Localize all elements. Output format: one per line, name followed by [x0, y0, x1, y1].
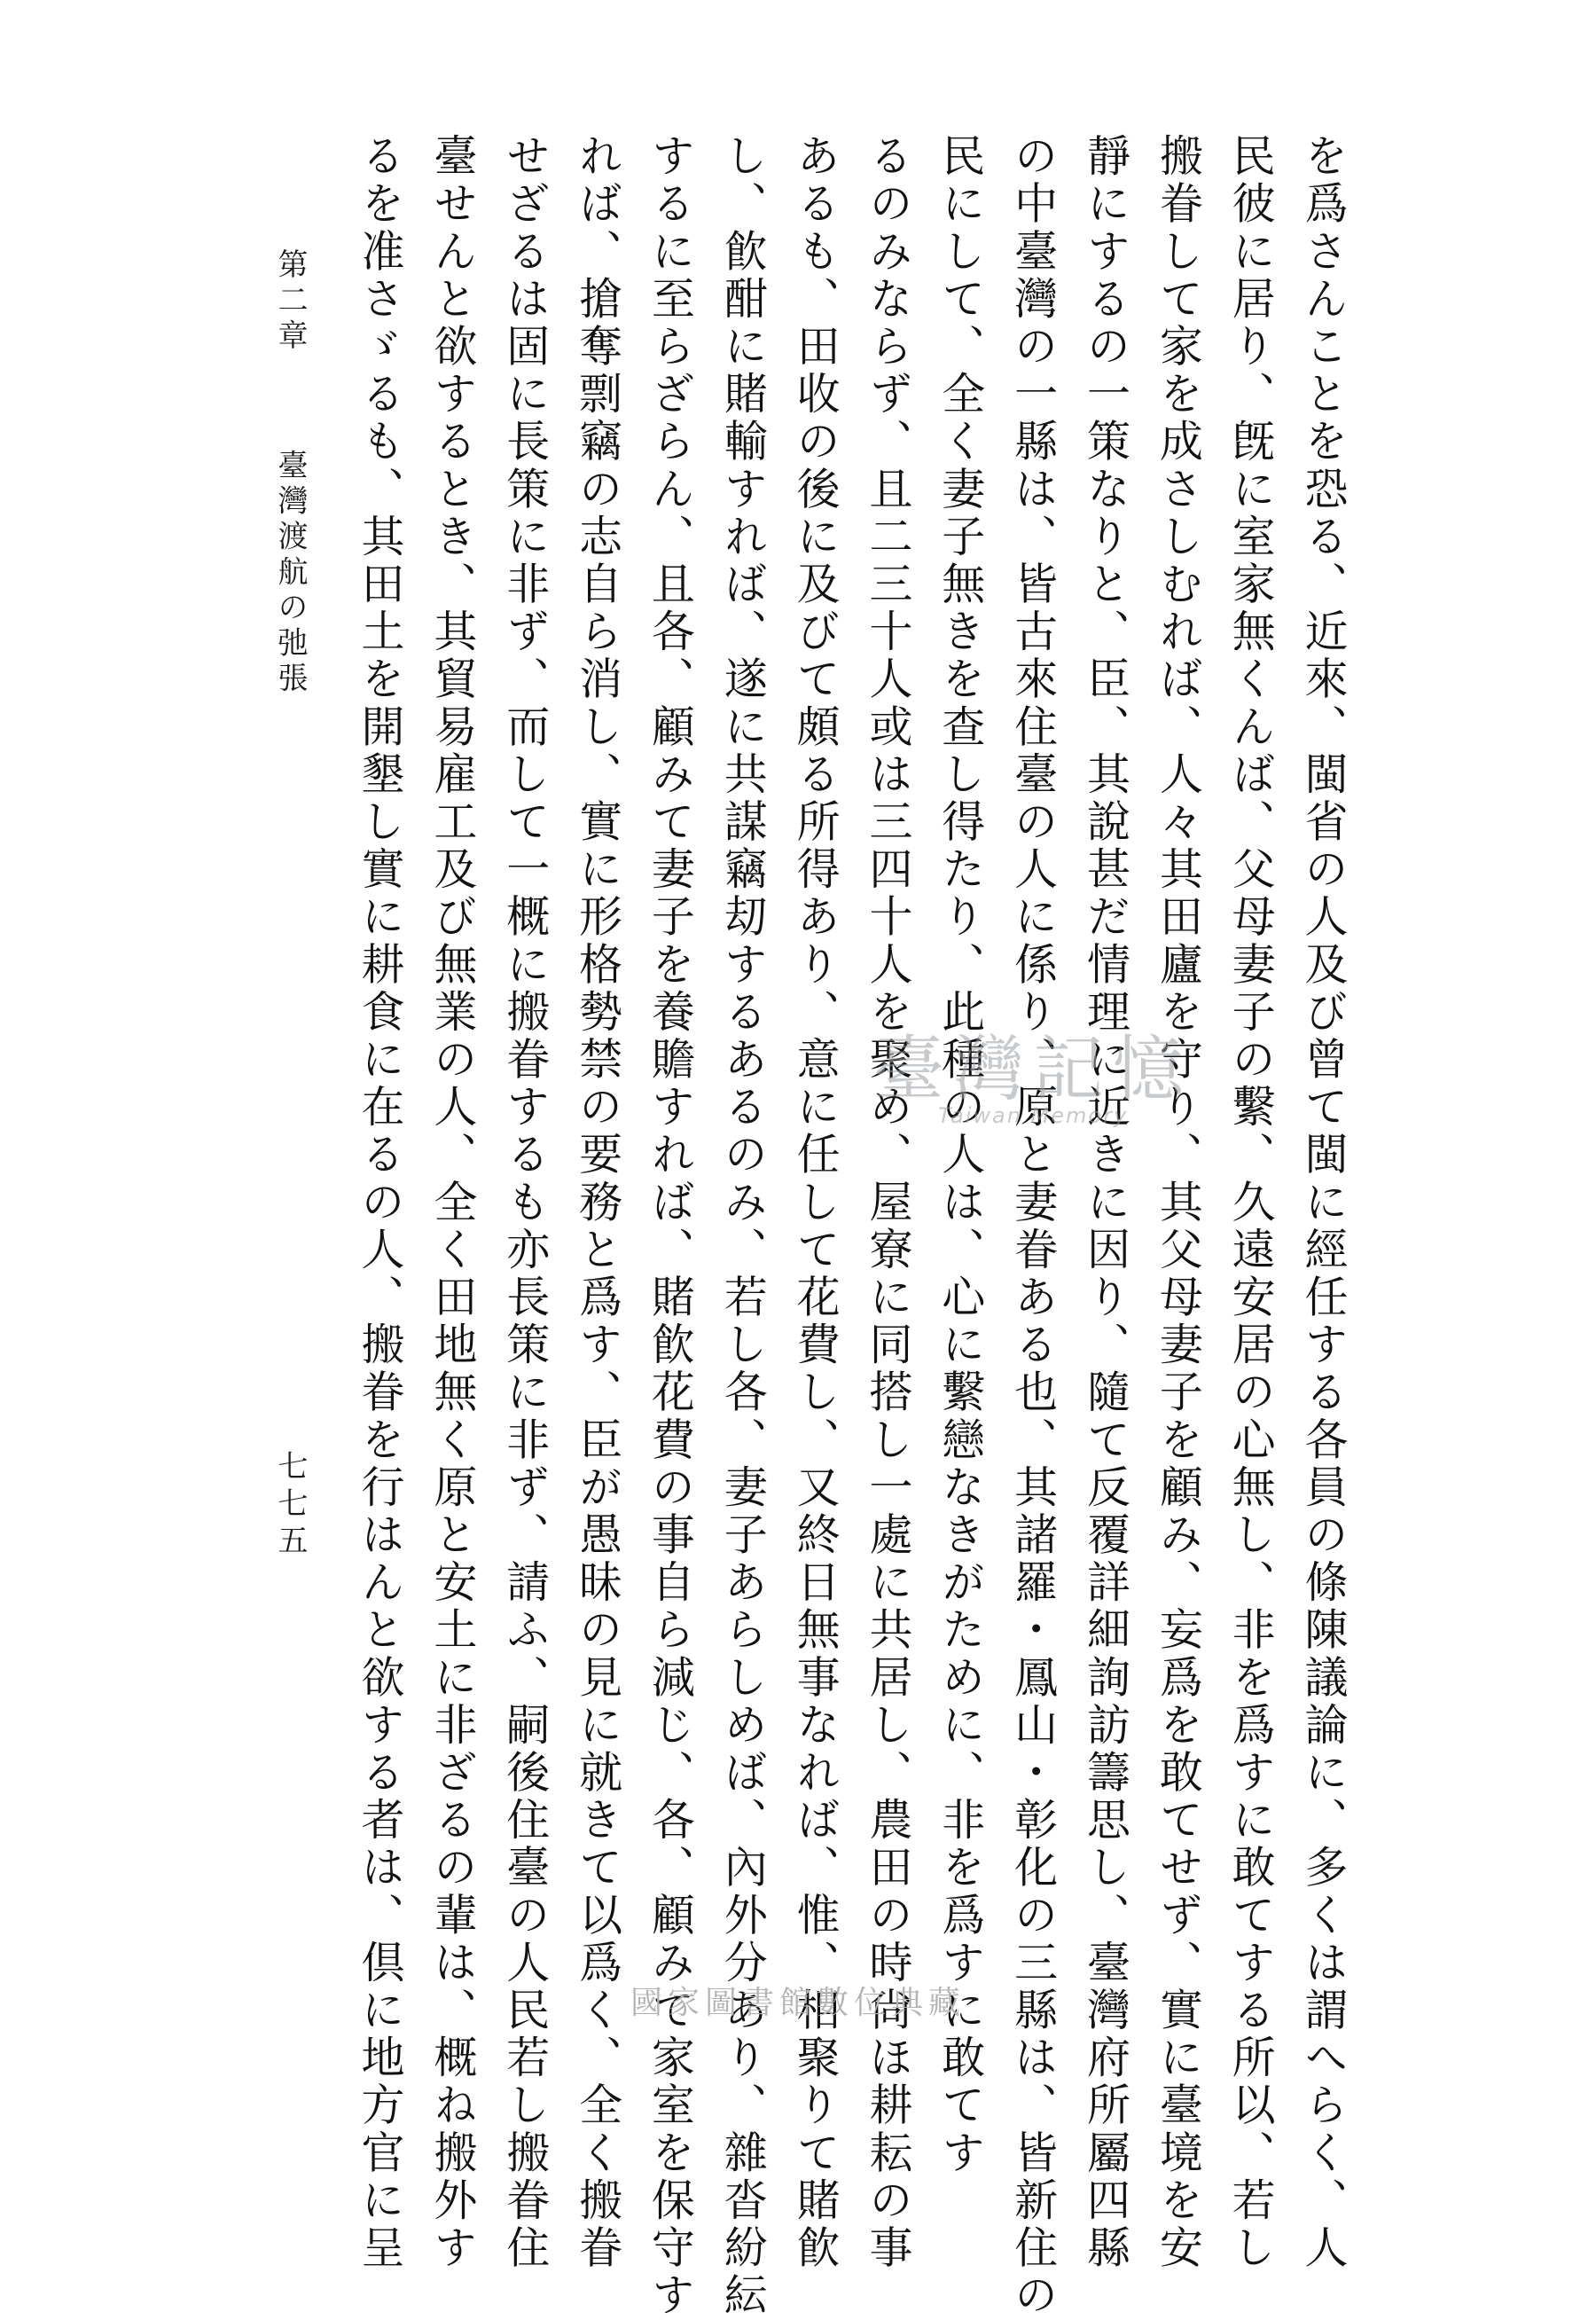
text-column: を爲さんことを恐る、近來、閩省の人及び曾て閩に經任する各員の條陳議論に、多くは謂へらく、人 [1298, 133, 1349, 2272]
text-column: し、飮酣に賭輸すれば、遂に共謀竊刧するあるのみ、若し各、妻子あらしめば、內外分あり、雜沓紛紜 [717, 133, 769, 2320]
text-column: 靜にするの一策なりと、臣、其說甚だ情理に近きに因り、隨て反覆詳細詢訪籌思し、臺灣府所屬四縣 [1080, 133, 1131, 2272]
taiwan-memory-watermark [829, 1029, 1237, 1153]
chapter-title: 臺灣渡航の弛張 [272, 449, 308, 698]
text-column: 搬眷して家を成さしむれば、人々其田廬を守り、其父母妻子を顧み、妄爲を敢てせず、實に臺境を安 [1153, 133, 1204, 2272]
text-column: れば、搶奪剽竊の志自ら消し、實に形格勢禁の要務と爲す、臣が愚昧の見に就きて以爲く、全く搬眷 [572, 133, 623, 2272]
text-column: の中臺灣の一縣は、皆古來住臺の人に係り、原と妻眷ある也、其諸羅・鳳山・彰化の三縣は、皆新住の [1007, 133, 1059, 2320]
watermark-chinese-text: 臺灣記憶 [873, 1028, 1193, 1110]
text-column: 民にして、全く妻子無きを查し得たり、此種の人は、心に繫戀なきがために、非を爲すに敢てす [935, 133, 986, 2177]
library-collection-stamp: 國家圖書館數位典藏 [630, 1985, 966, 2021]
watermark-english-text: Taiwan Memory [937, 1103, 1129, 1128]
text-column: せざるは固に長策に非ず、而して一概に搬眷するも亦長策に非ず、請ふ、嗣後住臺の人民若し搬眷住 [499, 133, 551, 2272]
text-column: するに至らざらん、且各、顧みて妻子を養贍すれば、賭飮花費の事自ら減じ、各、顧みて家室を保守す [645, 133, 696, 2320]
text-column: るのみならず、且二三十人或は三四十人を聚め、屋寮に同搭し一處に共居し、農田の時尙ほ耕耘の事 [862, 133, 913, 2272]
text-column: 臺せんと欲するとき、其貿易雇工及び無業の人、全く田地無く原と安土に非ざるの輩は、概ね搬外す [426, 133, 478, 2272]
page-number: 七七五 [272, 1450, 308, 1562]
text-column: 民彼に居り、旣に室家無くんば、父母妻子の繫、久遠安居の心無し、非を爲すに敢てする所以、若し [1225, 133, 1277, 2272]
text-column: るを准さゞるも、其田土を開墾し實に耕食に在るの人、搬眷を行はんと欲する者は、倶に地方官に呈 [355, 133, 406, 2272]
running-head [259, 248, 312, 1046]
text-column: あるも、田收の後に及びて頗る所得あり、意に任して花費し、又終日無事なれば、惟、相聚りて賭飮 [790, 133, 841, 2272]
chapter-label: 第二章 [272, 248, 308, 355]
